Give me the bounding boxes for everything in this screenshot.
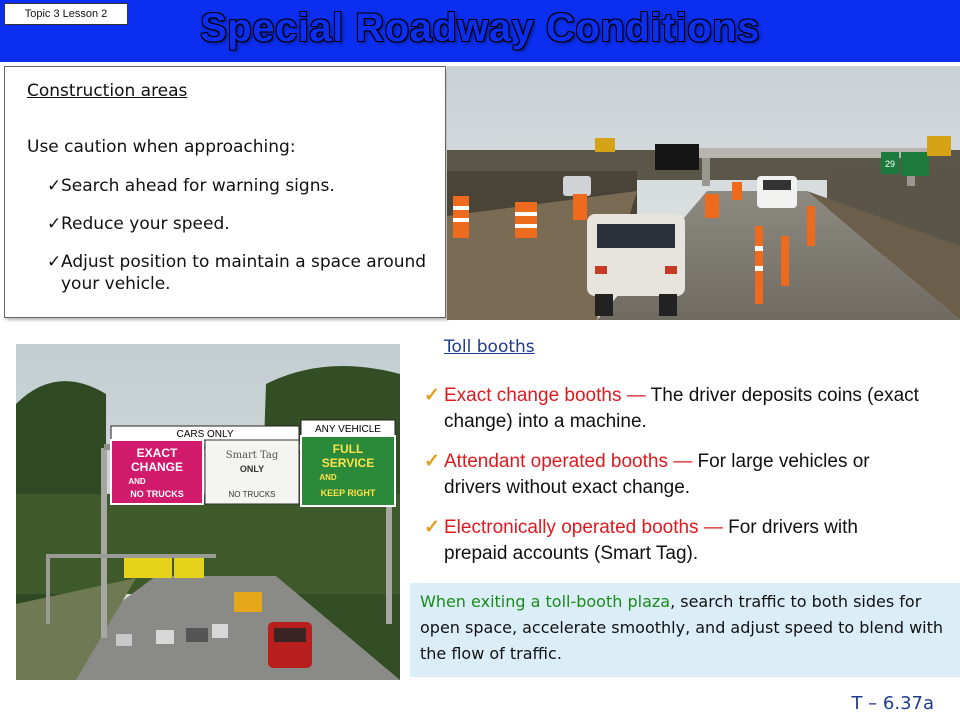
sign-no-trucks-line-2: NO TRUCKS: [228, 490, 276, 499]
construction-panel: [4, 66, 446, 318]
sign-service-line: SERVICE: [321, 456, 375, 470]
route-sign-number: 29: [884, 159, 896, 169]
toll-heading: Toll booths: [444, 337, 535, 357]
sign-cars-only: CARS ONLY: [176, 429, 234, 440]
sign-and-line: AND: [128, 477, 146, 486]
construction-photo: [447, 66, 960, 320]
construction-item: ✓ Reduce your speed.: [47, 214, 230, 234]
check-icon: ✓: [424, 517, 440, 538]
page-title: Special Roadway Conditions: [200, 6, 760, 50]
toll-item: ✓ Exact change booths — The driver deposits coins (exact change) into a machine.: [424, 385, 919, 432]
sign-any-vehicle: ANY VEHICLE: [315, 424, 381, 435]
construction-item: ✓ Search ahead for warning signs.: [47, 176, 335, 196]
header-bar: [0, 0, 960, 62]
check-icon: ✓: [47, 214, 62, 234]
construction-item: ✓ Adjust position to maintain a space around your vehicle.: [47, 252, 427, 294]
construction-intro: Use caution when approaching:: [27, 137, 296, 157]
sign-full-line: FULL: [332, 442, 364, 456]
check-icon: ✓: [424, 385, 440, 406]
sign-no-trucks-line: NO TRUCKS: [130, 489, 184, 499]
exit-note-box: [410, 583, 960, 677]
slide-number: T – 6.37a: [851, 693, 934, 714]
topic-tag: Topic 3 Lesson 2: [4, 3, 128, 25]
sign-and-line-2: AND: [319, 473, 337, 482]
toll-item: ✓ Attendant operated booths — For large vehicles or drivers without exact change.: [424, 451, 870, 498]
toll-booth-photo: [16, 344, 400, 680]
check-icon: ✓: [47, 252, 62, 272]
construction-heading: Construction areas: [27, 81, 188, 101]
sign-smart-tag-line: Smart Tag: [225, 450, 279, 461]
check-icon: ✓: [424, 451, 440, 472]
exit-note: When exiting a toll-booth plaza, search traffic to both sides for open space, accelerate smoothly, and adjust speed to blend with the flow of traffic.: [420, 592, 944, 663]
sign-keep-right-line: KEEP RIGHT: [320, 488, 376, 498]
sign-only-line: ONLY: [239, 464, 265, 474]
toll-item: ✓ Electronically operated booths — For drivers with prepaid accounts (Smart Tag).: [424, 517, 858, 564]
sign-change-line: CHANGE: [130, 460, 184, 474]
sign-exact-line: EXACT: [136, 446, 178, 460]
check-icon: ✓: [47, 176, 62, 196]
